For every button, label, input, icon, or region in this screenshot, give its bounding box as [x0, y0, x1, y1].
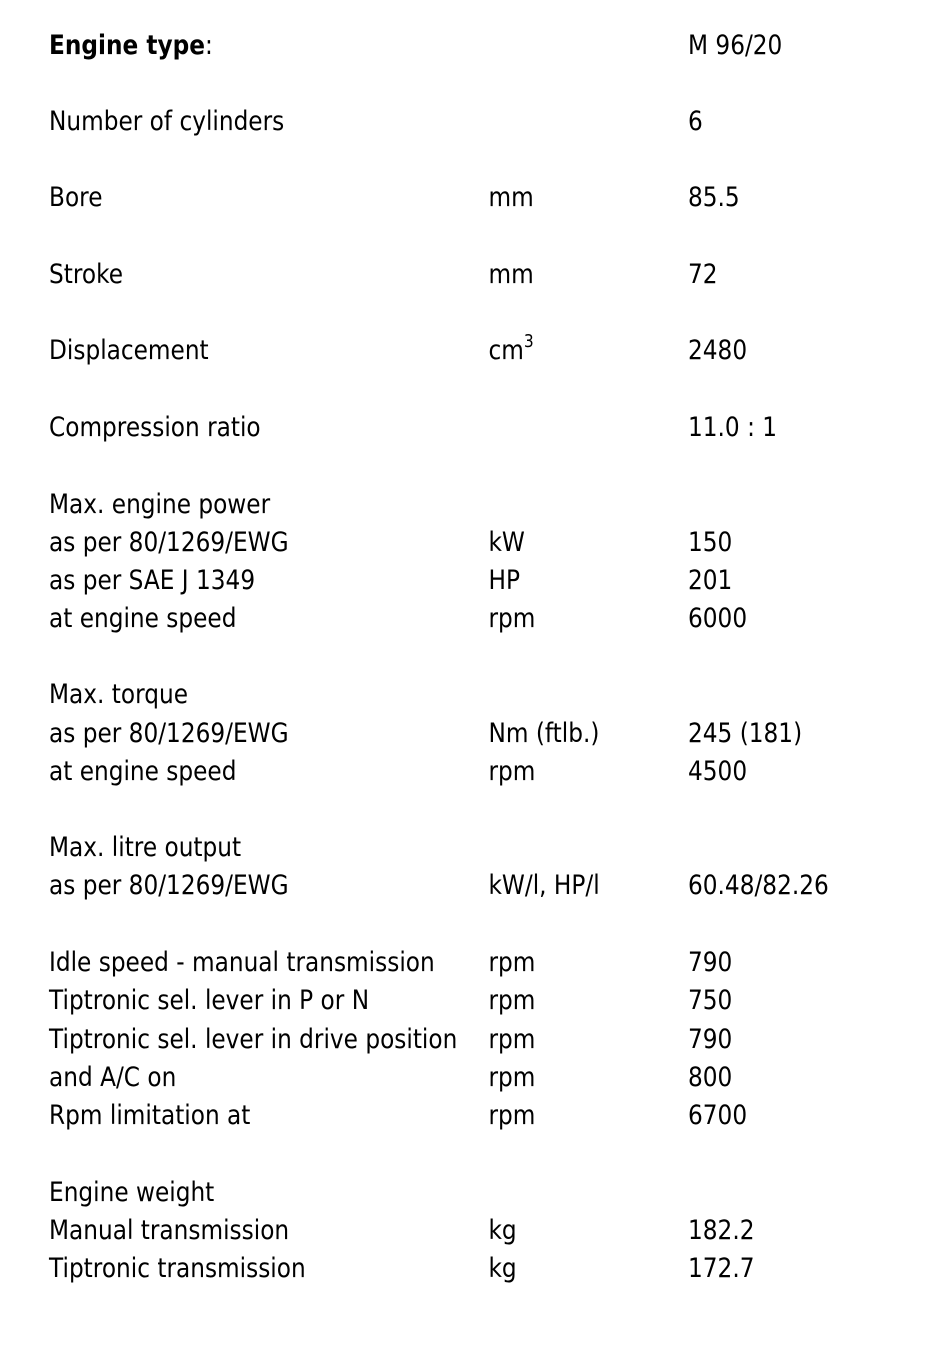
engine-type-row	[0, 27, 812, 65]
idle-row-value: 790	[688, 947, 733, 978]
displacement-value: 2480	[688, 335, 748, 366]
litre-output-row-label: as per 80/1269/EWG	[49, 870, 289, 901]
idle-row-label: Rpm limitation at	[49, 1100, 251, 1131]
litre-output-row	[0, 867, 829, 905]
power-row-label: as per 80/1269/EWG	[49, 527, 289, 558]
idle-row-value: 800	[688, 1062, 733, 1093]
power-row	[0, 524, 812, 562]
idle-row	[0, 1021, 812, 1059]
idle-row	[0, 1059, 812, 1097]
power-row-value: 6000	[688, 603, 748, 634]
engine-type-value: M 96/20	[688, 30, 783, 61]
power-row-label: at engine speed	[49, 603, 237, 634]
idle-row-value: 6700	[688, 1100, 748, 1131]
power-row-label: as per SAE J 1349	[49, 565, 256, 596]
idle-row	[0, 982, 812, 1020]
weight-row	[0, 1212, 812, 1250]
compression-label: Compression ratio	[49, 412, 261, 443]
torque-row-value: 4500	[688, 756, 748, 787]
idle-row-label: and A/C on	[49, 1062, 177, 1093]
idle-row-unit: rpm	[488, 985, 536, 1016]
power-row	[0, 600, 812, 638]
bore-unit: mm	[488, 182, 534, 213]
weight-row	[0, 1250, 812, 1288]
weight-row-label: Manual transmission	[49, 1215, 290, 1246]
weight-heading	[0, 1174, 812, 1212]
bore-row	[0, 179, 812, 217]
stroke-label: Stroke	[49, 259, 124, 290]
weight-row-value: 182.2	[688, 1215, 755, 1246]
torque-heading	[0, 676, 812, 714]
torque-row-label: at engine speed	[49, 756, 237, 787]
displacement-label: Displacement	[49, 335, 209, 366]
weight-row-value: 172.7	[688, 1253, 755, 1284]
torque-row-unit: rpm	[488, 756, 536, 787]
idle-row-label: Tiptronic sel. lever in P or N	[49, 985, 370, 1016]
power-row-unit: HP	[488, 565, 520, 596]
power-row-unit: rpm	[488, 603, 536, 634]
bore-value: 85.5	[688, 182, 740, 213]
litre-output-row-unit: kW/l, HP/l	[488, 870, 600, 901]
idle-row-unit: rpm	[488, 1062, 536, 1093]
torque-row-unit: Nm (ftlb.)	[488, 718, 600, 749]
power-row	[0, 562, 812, 600]
torque-row	[0, 715, 812, 753]
litre-output-row-value: 60.48/82.26	[688, 870, 829, 901]
stroke-value: 72	[688, 259, 718, 290]
torque-row-label: as per 80/1269/EWG	[49, 718, 289, 749]
engine-type-label: Engine type:	[49, 30, 213, 61]
stroke-row	[0, 256, 812, 294]
torque-row-value: 245 (181)	[688, 718, 803, 749]
litre-output-heading	[0, 829, 812, 867]
power-row-unit: kW	[488, 527, 525, 558]
torque-heading-label: Max. torque	[49, 679, 188, 710]
power-heading	[0, 486, 812, 524]
displacement-row	[0, 332, 812, 370]
torque-row	[0, 753, 812, 791]
idle-row-unit: rpm	[488, 947, 536, 978]
weight-row-unit: kg	[488, 1215, 517, 1246]
cylinders-row	[0, 103, 812, 141]
weight-row-unit: kg	[488, 1253, 517, 1284]
stroke-unit: mm	[488, 259, 534, 290]
compression-value: 11.0 : 1	[688, 412, 778, 443]
idle-row	[0, 944, 812, 982]
displacement-unit: $cm^3$	[488, 331, 534, 366]
idle-row-value: 790	[688, 1024, 733, 1055]
idle-row-label: Idle speed - manual transmission	[49, 947, 435, 978]
idle-row-value: 750	[688, 985, 733, 1016]
weight-row-label: Tiptronic transmission	[49, 1253, 306, 1284]
idle-row-unit: rpm	[488, 1024, 536, 1055]
cylinders-value: 6	[688, 106, 703, 137]
idle-row-unit: rpm	[488, 1100, 536, 1131]
power-row-value: 150	[688, 527, 733, 558]
power-heading-label: Max. engine power	[49, 489, 271, 520]
litre-output-heading-label: Max. litre output	[49, 832, 242, 863]
compression-row	[0, 409, 812, 447]
bore-label: Bore	[49, 182, 103, 213]
idle-row	[0, 1097, 812, 1135]
cylinders-label: Number of cylinders	[49, 106, 285, 137]
idle-row-label: Tiptronic sel. lever in drive position	[49, 1024, 458, 1055]
power-row-value: 201	[688, 565, 733, 596]
weight-heading-label: Engine weight	[49, 1177, 215, 1208]
